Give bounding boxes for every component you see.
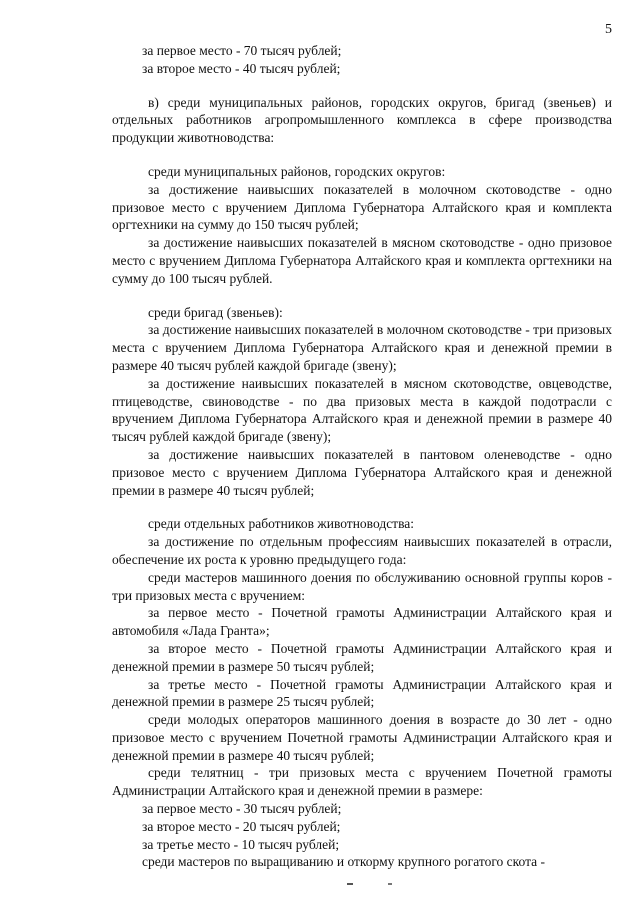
paragraph-meat-municipal: за достижение наивысших показателей в мясном скотоводстве - одно призовое место с вручением Диплома Губернатора Алтайского края и комплекта оргтехники на сумму до 100 тысяч рублей. [112, 235, 612, 286]
paragraph-first-award: за первое место - Почетной грамоты Администрации Алтайского края и автомобиля «Лада Гранта»; [112, 605, 612, 639]
paragraph-professions: за достижение по отдельным профессиям наивысших показателей в отрасли, обеспечение их роста к уровню предыдущего года: [112, 534, 612, 567]
heading-workers: среди отдельных работников животноводства: [148, 516, 415, 532]
paragraph-second-award: за второе место - Почетной грамоты Администрации Алтайского края и денежной премии в размере 50 тысяч рублей; [112, 640, 612, 674]
paragraph-milk-brigades: за достижение наивысших показателей в молочном скотоводстве - три призовых места с вручением Диплома Губернатора Алтайского края и денежной премии в размере 40 тысяч рублей каждой бригаде (звену); [112, 322, 612, 373]
paragraph-section-v: в) среди муниципальных районов, городских округов, бригад (звеньев) и отдельных работников агропромышленного комплекса в сфере производства продукции животноводства: [112, 94, 612, 146]
paragraph-calf-keepers: среди телятниц - три призовых места с вручением Почетной грамоты Администрации Алтайского края и денежной премии в размере: [112, 765, 612, 799]
heading-municipal: среди муниципальных районов, городских округов: [148, 163, 446, 179]
paragraph-deer-brigades: за достижение наивысших показателей в пантовом оленеводстве - одно призовое место с вручением Диплома Губернатора Алтайского края и денежной премии в размере 40 тысяч рублей; [112, 446, 612, 498]
paragraph-young-operators: среди молодых операторов машинного доения в возрасте до 30 лет - одно призовое место с вручением Почетной грамоты Администрации Алтайского края и денежной премии в размере 40 тысяч рублей; [112, 712, 612, 763]
paragraph-calf-third: за третье место - 10 тысяч рублей; [142, 836, 340, 852]
paragraph-milking-masters: среди мастеров машинного доения по обслуживанию основной группы коров - три призовых места с вручением: [112, 569, 612, 603]
paragraph-second-place: за второе место - 40 тысяч рублей; [142, 60, 341, 76]
scan-artifact [347, 883, 353, 885]
paragraph-calf-second: за второе место - 20 тысяч рублей; [142, 818, 341, 834]
paragraph-first-place: за первое место - 70 тысяч рублей; [142, 43, 342, 58]
paragraph-meat-brigades: за достижение наивысших показателей в мясном скотоводстве, овцеводстве, птицеводстве, свиноводстве - по два призовых места в каждой подотрасли с вручением Диплома Губернатора Алтайского края и денежной премии в размере 40 тысяч рублей каждой бригаде (звену); [112, 375, 612, 445]
paragraph-milk-municipal: за достижение наивысших показателей в молочном скотоводстве - одно призовое место с вручением Диплома Губернатора Алтайского края и комплекта оргтехники на сумму до 150 тысяч рублей; [112, 181, 612, 233]
paragraph-third-award: за третье место - Почетной грамоты Администрации Алтайского края и денежной премии в размере 25 тысяч рублей; [112, 676, 612, 710]
page-number: 5 [605, 22, 612, 37]
scan-artifact [388, 883, 392, 885]
paragraph-cattle-masters: среди мастеров по выращиванию и откорму крупного рогатого скота - [142, 854, 546, 870]
document-body [112, 42, 612, 871]
heading-brigades: среди бригад (звеньев): [148, 304, 283, 320]
paragraph-calf-first: за первое место - 30 тысяч рублей; [142, 801, 342, 817]
